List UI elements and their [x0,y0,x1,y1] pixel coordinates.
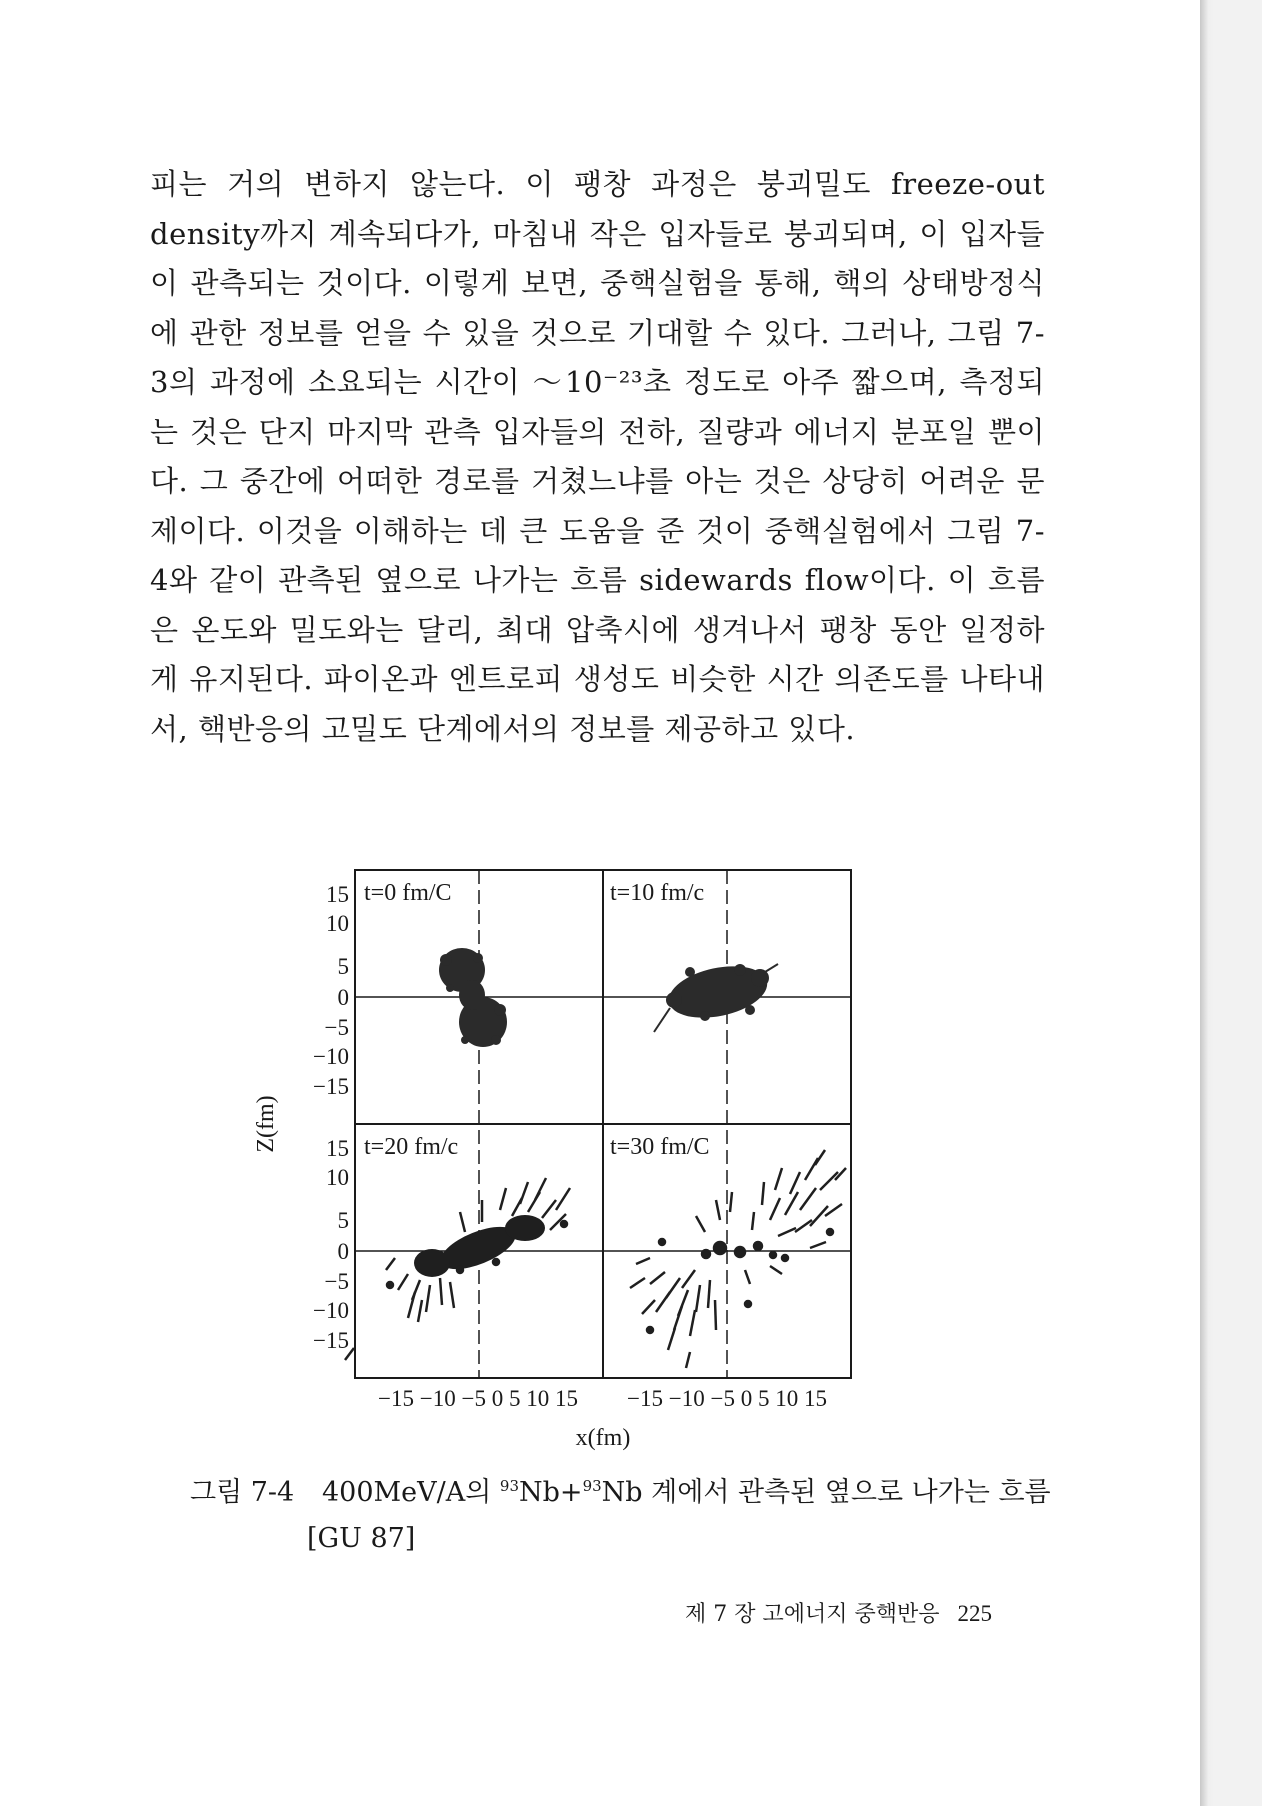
panel-label-t20: t=20 fm/c [364,1134,459,1160]
page-footer [685,1597,992,1628]
isotope-mass-2: 93 [582,1477,602,1495]
caption-reference: [GU 87] [307,1523,416,1554]
svg-text:−10: −10 [313,1044,349,1069]
svg-text:−5: −5 [324,1015,349,1040]
svg-text:10: 10 [326,911,349,936]
svg-text:0: 0 [337,985,349,1010]
y-axis-label: Z(fm) [253,1095,279,1153]
y-ticks-bottom [313,1136,349,1353]
page-edge-shadow [1200,0,1214,1806]
page-number: 225 [957,1601,992,1626]
particle-flow-t30 [630,1150,846,1368]
panel-label-t0: t=0 fm/C [364,880,452,906]
isotope-mass-1: 93 [499,1477,520,1495]
nuclei-blob-t10 [654,958,778,1032]
body-text [150,160,1045,754]
svg-text:−15: −15 [313,1074,349,1099]
svg-text:15: 15 [326,882,349,907]
caption-number: 그림 7-4 [190,1477,295,1508]
panel-label-t30: t=30 fm/C [610,1134,710,1160]
chapter-title: 제 7 장 고에너지 중핵반응 [685,1602,940,1627]
y-ticks-top [313,882,349,1099]
particle-flow-t20 [345,1178,570,1360]
svg-text:−15: −15 [313,1328,349,1353]
x-ticks-left: −15 −10 −5 0 5 10 15 [378,1386,578,1411]
caption-text-pre: 400MeV/A의 [322,1477,500,1508]
x-axis-label: x(fm) [575,1425,631,1451]
isotope-symbol-2: Nb [601,1477,643,1508]
svg-text:0: 0 [337,1239,349,1264]
svg-text:15: 15 [326,1136,349,1161]
panel-label-t10: t=10 fm/c [610,880,705,906]
body-paragraph: 피는 거의 변하지 않는다. 이 팽창 과정은 붕괴밀도 freeze-out density까지 계속되다가, 마침내 작은 입자들로 붕괴되며, 이 입자들이 관측되는 것이다. 이렇게 보면, 중핵실험을 통해, 핵의 상태방정식에 관한 정보를 얻을 수 있을 것으로 기대할 수 있다. 그러나, 그림 7-3의 과정에 소요되는 시간이 ～10⁻²³초 정도로 아주 짧으며, 측정되는 것은 단지 마지막 관측 입자들의 전하, 질량과 에너지 분포일 뿐이다. 그 중간에 어떠한 경로를 거쳤느냐를 아는 것은 상당히 어려운 문제이다. 이것을 이해하는 데 큰 도움을 준 것이 중핵실험에서 그림 7-4와 같이 관측된 옆으로 나가는 흐름 sidewards flow이다. 이 흐름은 온도와 밀도와는 달리, 최대 압축시에 생겨나서 팽창 동안 일정하게 유지된다. 파이온과 엔트로피 생성도 비슷한 시간 의존도를 나타내서, 핵반응의 고밀도 단계에서의 정보를 제공하고 있다. [150,167,1045,746]
x-ticks-right: −15 −10 −5 0 5 10 15 [627,1386,827,1411]
svg-text:−5: −5 [324,1269,349,1294]
svg-text:5: 5 [337,1208,349,1233]
svg-text:5: 5 [337,954,349,979]
isotope-symbol-1: Nb+ [519,1477,583,1508]
svg-text:−10: −10 [313,1298,349,1323]
caption-text-post: 계에서 관측된 옆으로 나가는 흐름 [642,1477,1051,1508]
svg-text:10: 10 [326,1165,349,1190]
figure-7-4 [250,860,890,1460]
flow-plot [250,860,890,1460]
figure-caption [190,1463,1060,1562]
